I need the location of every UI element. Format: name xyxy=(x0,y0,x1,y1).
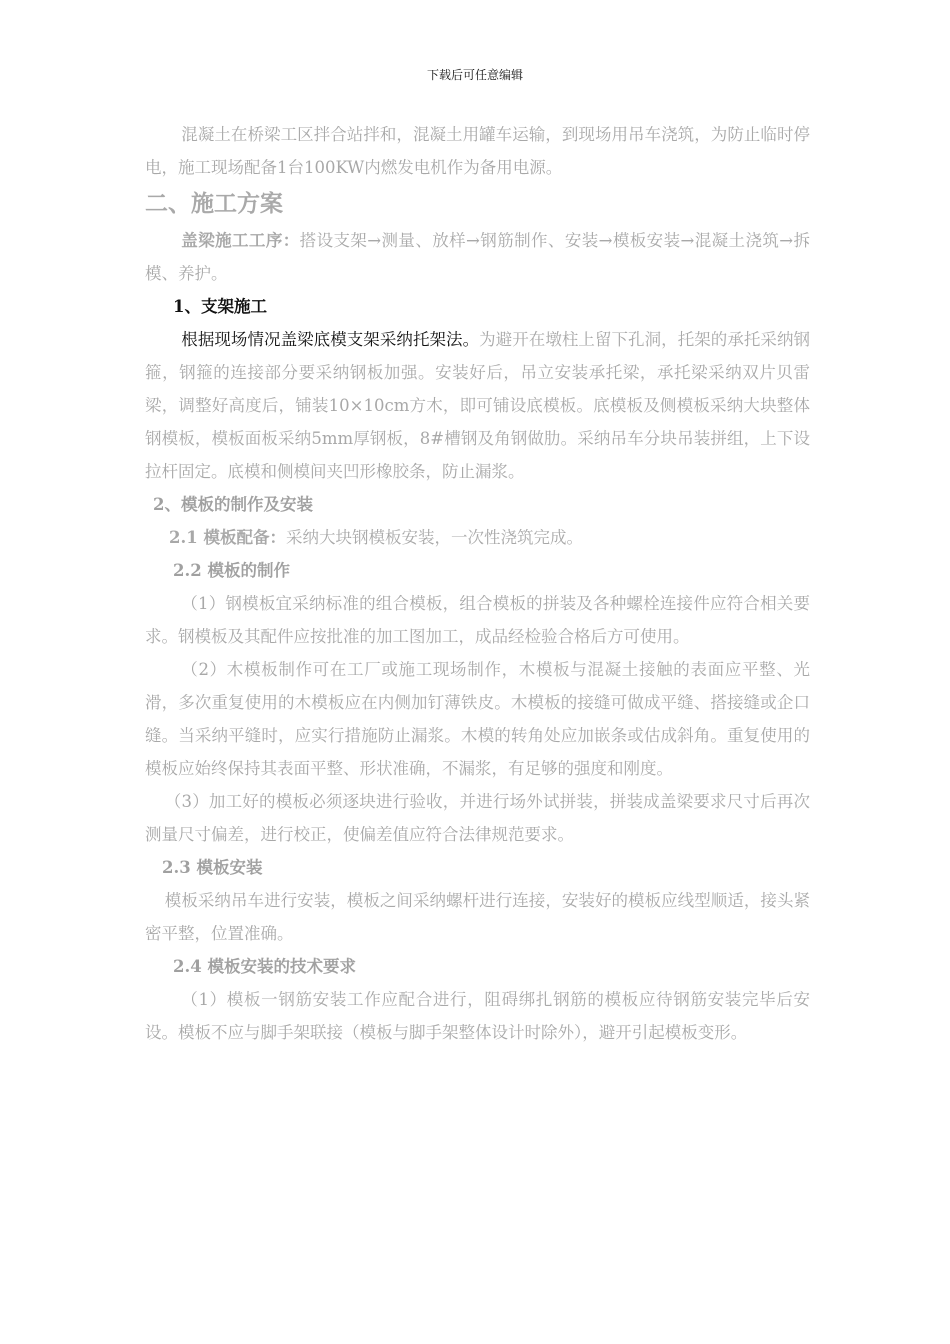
subsection-2-1-label: 2.1 模板配备： xyxy=(169,528,286,547)
intro-paragraph: 混凝土在桥梁工区拌合站拌和，混凝土用罐车运输，到现场用吊车浇筑，为防止临时停电，施工现场配备1台100KW内燃发电机作为备用电源。 xyxy=(145,125,810,177)
subsection-2-2-item-1: （1）钢模板宜采纳标准的组合模板，组合模板的拼装及各种螺栓连接件应符合相关要求。钢模板及其配件应按批准的加工图加工，成品经检验合格后方可使用。 xyxy=(145,594,810,646)
subsection-2-3-paragraph: 模板采纳吊车进行安装，模板之间采纳螺杆进行连接，安装好的模板应线型顺适，接头紧密平整，位置准确。 xyxy=(145,891,810,943)
subsection-2-2-item-2: （2）木模板制作可在工厂或施工现场制作，木模板与混凝土接触的表面应平整、光滑，多次重复使用的木模板应在内侧加钉薄铁皮。木模板的接缝可做成平缝、搭接缝或企口缝。当采纳平缝时，应实行措施防止漏浆。木模的转角处应加嵌条或估成斜角。重复使用的模板应始终保持其表面平整、形状准确，不漏浆，有足够的强度和刚度。 xyxy=(145,660,810,778)
subsection-2-1-paragraph xyxy=(145,521,810,554)
page-header: 下载后可任意编辑 xyxy=(426,68,523,82)
subsection-2-1-text: 采纳大块钢模板安装，一次性浇筑完成。 xyxy=(285,528,583,547)
subsection-1-text: 为避开在墩柱上留下孔洞，托架的承托采纳钢箍，钢箍的连接部分要采纳钢板加强。安装好后，吊立安装承托梁，承托梁采纳双片贝雷梁，调整好高度后，铺装10×10cm方木，即可铺设底模板。底模板及侧模板采纳大块整体钢模板，模板面板采纳5mm厚钢板，8#槽钢及角钢做肋。采纳吊车分块吊装拼组，上下设拉杆固定。底模和侧模间夹凹形橡胶条，防止漏浆。 xyxy=(145,330,811,481)
process-label: 盖梁施工工序： xyxy=(181,231,300,250)
subsection-1-lead: 根据现场情况盖梁底模支架采纳托架法。 xyxy=(181,330,480,349)
process-text: 搭设支架→测量、放样→钢筋制作、安装→模板安装→混凝土浇筑→拆模、养护。 xyxy=(145,231,810,283)
subsection-2-4-title: 2.4 模板安装的技术要求 xyxy=(173,957,356,976)
process-paragraph xyxy=(145,224,810,290)
document-body xyxy=(145,118,810,1049)
subsection-2-3-title: 2.3 模板安装 xyxy=(162,858,263,877)
subsection-2-4-item-1: （1）模板一钢筋安装工作应配合进行，阻碍绑扎钢筋的模板应待钢筋安装完毕后安设。模板不应与脚手架联接（模板与脚手架整体设计时除外），避开引起模板变形。 xyxy=(145,990,810,1042)
subsection-1-title: 1、支架施工 xyxy=(173,297,267,316)
subsection-2-2-title: 2.2 模板的制作 xyxy=(173,561,290,580)
subsection-1-paragraph xyxy=(145,323,810,488)
section-title: 二、施工方案 xyxy=(145,190,283,217)
subsection-2-2-item-3: （3）加工好的模板必须逐块进行验收，并进行场外试拼装，拼装成盖梁要求尺寸后再次测量尺寸偏差，进行校正，使偏差值应符合法律规范要求。 xyxy=(145,792,810,844)
subsection-2-title: 2、模板的制作及安装 xyxy=(153,495,313,514)
